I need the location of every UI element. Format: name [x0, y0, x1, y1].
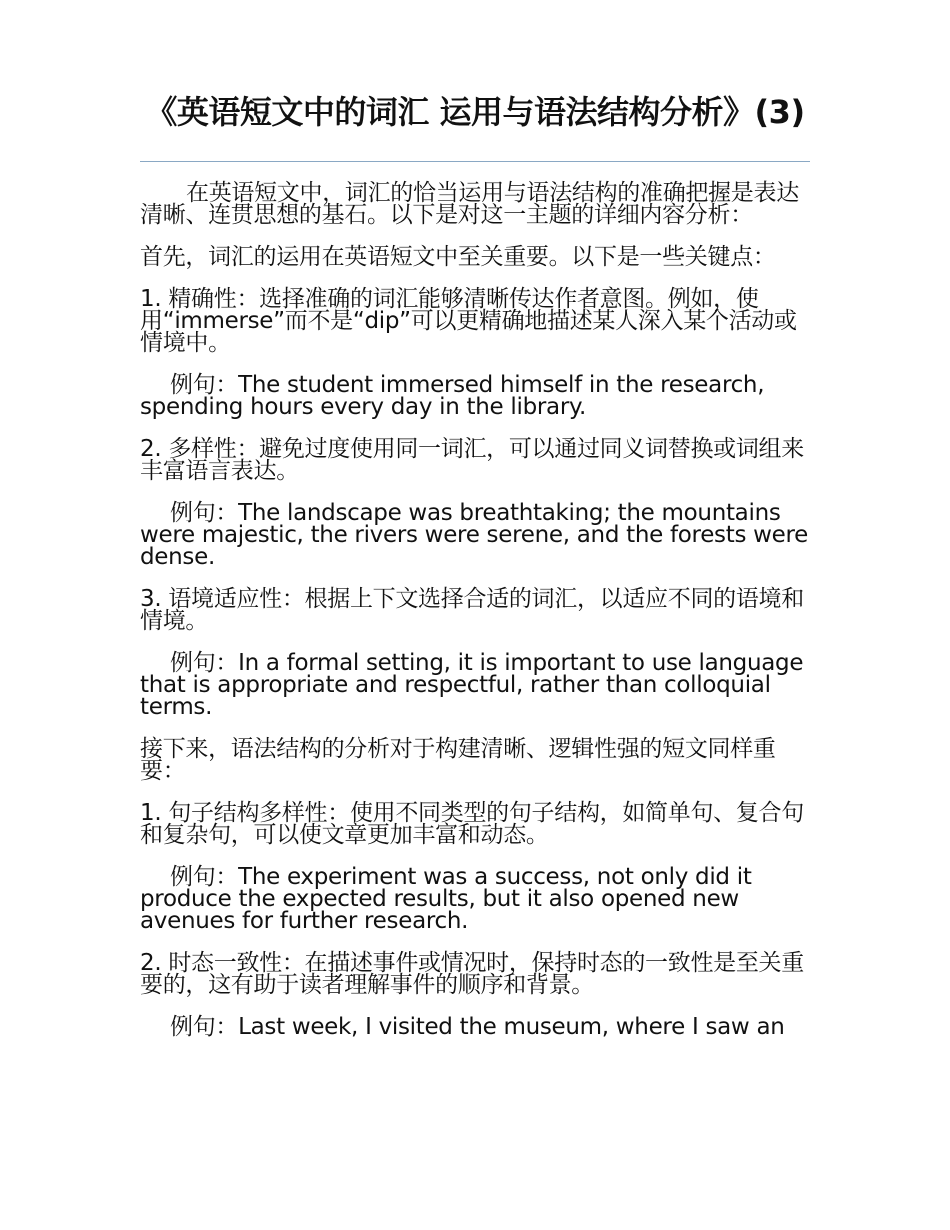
- title-underline: [140, 161, 810, 162]
- sentence-structure-example: 例句：The experiment was a success, not only did it produce the expected results, but it also opened new avenues for further research.: [140, 864, 752, 934]
- context-point: 3. 语境适应性：根据上下文选择合适的词汇，以适应不同的语境和情境。: [140, 586, 804, 634]
- context-example: 例句：In a formal setting, it is important to use language that is appropriate and respectful, rather than colloquial terms.: [140, 650, 804, 720]
- tense-consistency-point: 2. 时态一致性：在描述事件或情况时，保持时态的一致性是至关重要的，这有助于读者理解事件的顺序和背景。: [140, 950, 804, 998]
- intro-paragraph: 在英语短文中，词汇的恰当运用与语法结构的准确把握是表达清晰、连贯思想的基石。以下是对这一主题的详细内容分析：: [140, 180, 799, 228]
- grammar-intro-paragraph: 接下来，语法结构的分析对于构建清晰、逻辑性强的短文同样重要：: [140, 736, 776, 784]
- tense-consistency-example: 例句：Last week, I visited the museum, where I saw an: [170, 1014, 785, 1040]
- precision-example: 例句：The student immersed himself in the research, spending hours every day in the library.: [140, 372, 765, 420]
- precision-point: 1. 精确性：选择准确的词汇能够清晰传达作者意图。例如，使用“immerse”而不是“dip”可以更精确地描述某人深入某个活动或情境中。: [140, 286, 797, 356]
- variety-example: 例句：The landscape was breathtaking; the mountains were majestic, the rivers were serene, and the forests were dense.: [140, 500, 809, 570]
- sentence-structure-point: 1. 句子结构多样性：使用不同类型的句子结构，如简单句、复合句和复杂句，可以使文章更加丰富和动态。: [140, 800, 804, 848]
- vocabulary-intro-paragraph: 首先，词汇的运用在英语短文中至关重要。以下是一些关键点：: [140, 244, 776, 270]
- document-title: 《英语短文中的词汇 运用与语法结构分析》(3): [145, 93, 805, 131]
- document-body: [140, 182, 812, 1058]
- variety-point: 2. 多样性：避免过度使用同一词汇，可以通过同义词替换或词组来丰富语言表达。: [140, 436, 804, 484]
